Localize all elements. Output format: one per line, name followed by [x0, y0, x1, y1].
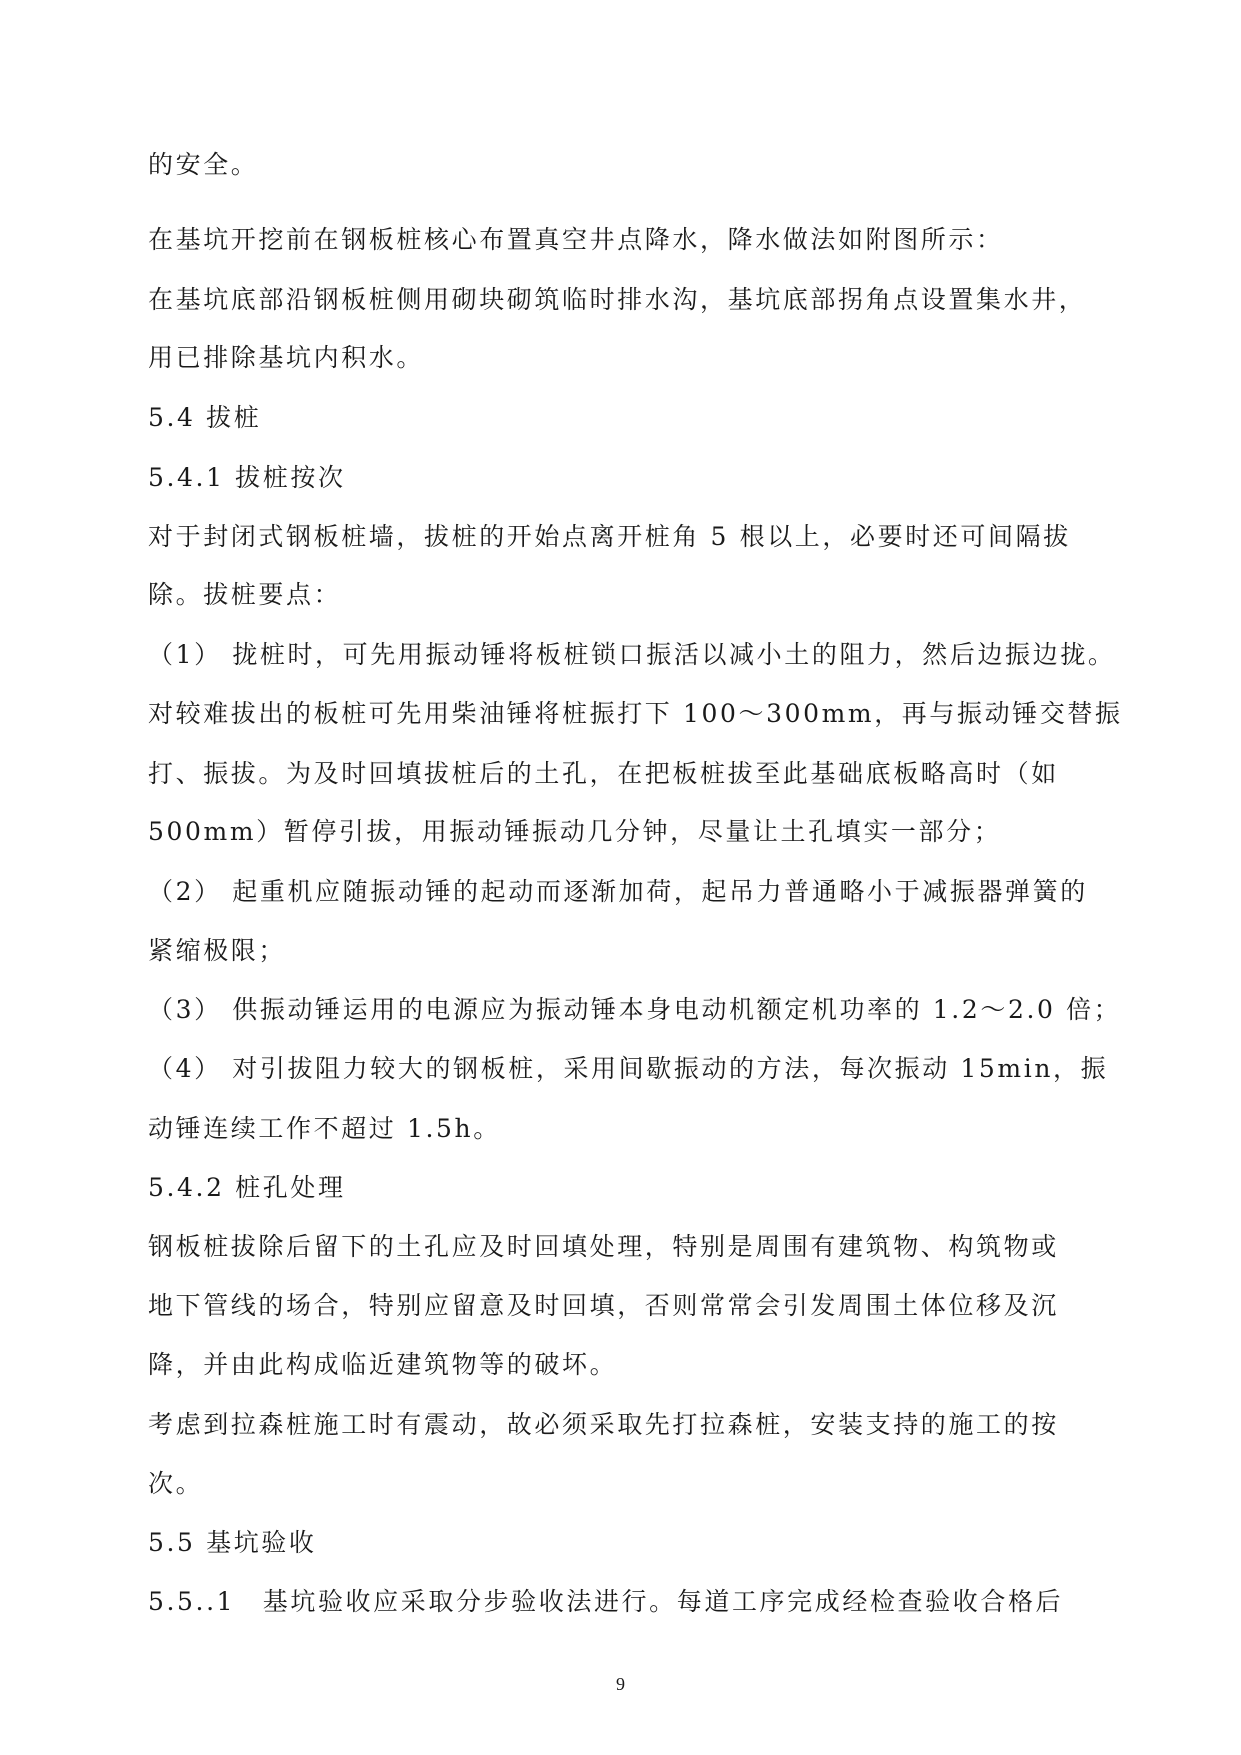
text-line: 在基坑底部沿钢板桩侧用砌块砌筑临时排水沟，基坑底部拐角点设置集水井，	[148, 285, 1087, 314]
text-line: 对较难拔出的板桩可先用柴油锤将桩振打下 100～300mm，再与振动锤交替振	[148, 699, 1123, 728]
list-item: （4） 对引拔阻力较大的钢板桩，采用间歇振动的方法，每次振动 15min，振	[148, 1054, 1109, 1083]
text-line: 5.5..1 基坑验收应采取分步验收法进行。每道工序完成经检查验收合格后	[148, 1587, 1064, 1616]
text-line: 紧缩极限；	[148, 936, 287, 965]
subsection-heading: 5.4.2 桩孔处理	[148, 1173, 346, 1202]
list-item: （2） 起重机应随振动锤的起动而逐渐加荷，起吊力普通略小于减振器弹簧的	[148, 877, 1088, 906]
text-line: 次。	[148, 1469, 204, 1498]
list-item: （3） 供振动锤运用的电源应为振动锤本身电动机额定机功率的 1.2～2.0 倍；	[148, 995, 1122, 1024]
text-line: 的安全。	[148, 150, 259, 179]
text-line: 动锤连续工作不超过 1.5h。	[148, 1114, 501, 1143]
text-line: 对于封闭式钢板桩墙，拔桩的开始点离开桩角 5 根以上，必要时还可间隔拔	[148, 522, 1071, 551]
text-line: 用已排除基坑内积水。	[148, 343, 425, 372]
subsection-heading: 5.4.1 拔桩按次	[148, 463, 346, 492]
text-line: 500mm）暂停引拔，用振动锤振动几分钟，尽量让土孔填实一部分；	[148, 817, 1002, 846]
text-line: 降，并由此构成临近建筑物等的破坏。	[148, 1350, 618, 1379]
text-line: 地下管线的场合，特别应留意及时回填，否则常常会引发周围土体位移及沉	[148, 1291, 1059, 1320]
text-line: 在基坑开挖前在钢板桩核心布置真空井点降水，降水做法如附图所示：	[148, 225, 1004, 254]
text-line: 钢板桩拔除后留下的土孔应及时回填处理，特别是周围有建筑物、构筑物或	[148, 1232, 1059, 1261]
list-item: （1） 拢桩时，可先用振动锤将板桩锁口振活以减小土的阻力，然后边振边拢。	[148, 640, 1116, 669]
page-number: 9	[616, 1674, 625, 1694]
text-line: 考虑到拉森桩施工时有震动，故必须采取先打拉森桩，安装支持的施工的按	[148, 1410, 1059, 1439]
section-heading: 5.4 拔桩	[148, 403, 262, 432]
section-heading: 5.5 基坑验收	[148, 1528, 317, 1557]
text-line: 除。拔桩要点：	[148, 580, 342, 609]
text-line: 打、振拔。为及时回填拔桩后的土孔，在把板桩拔至此基础底板略高时（如	[148, 759, 1059, 788]
